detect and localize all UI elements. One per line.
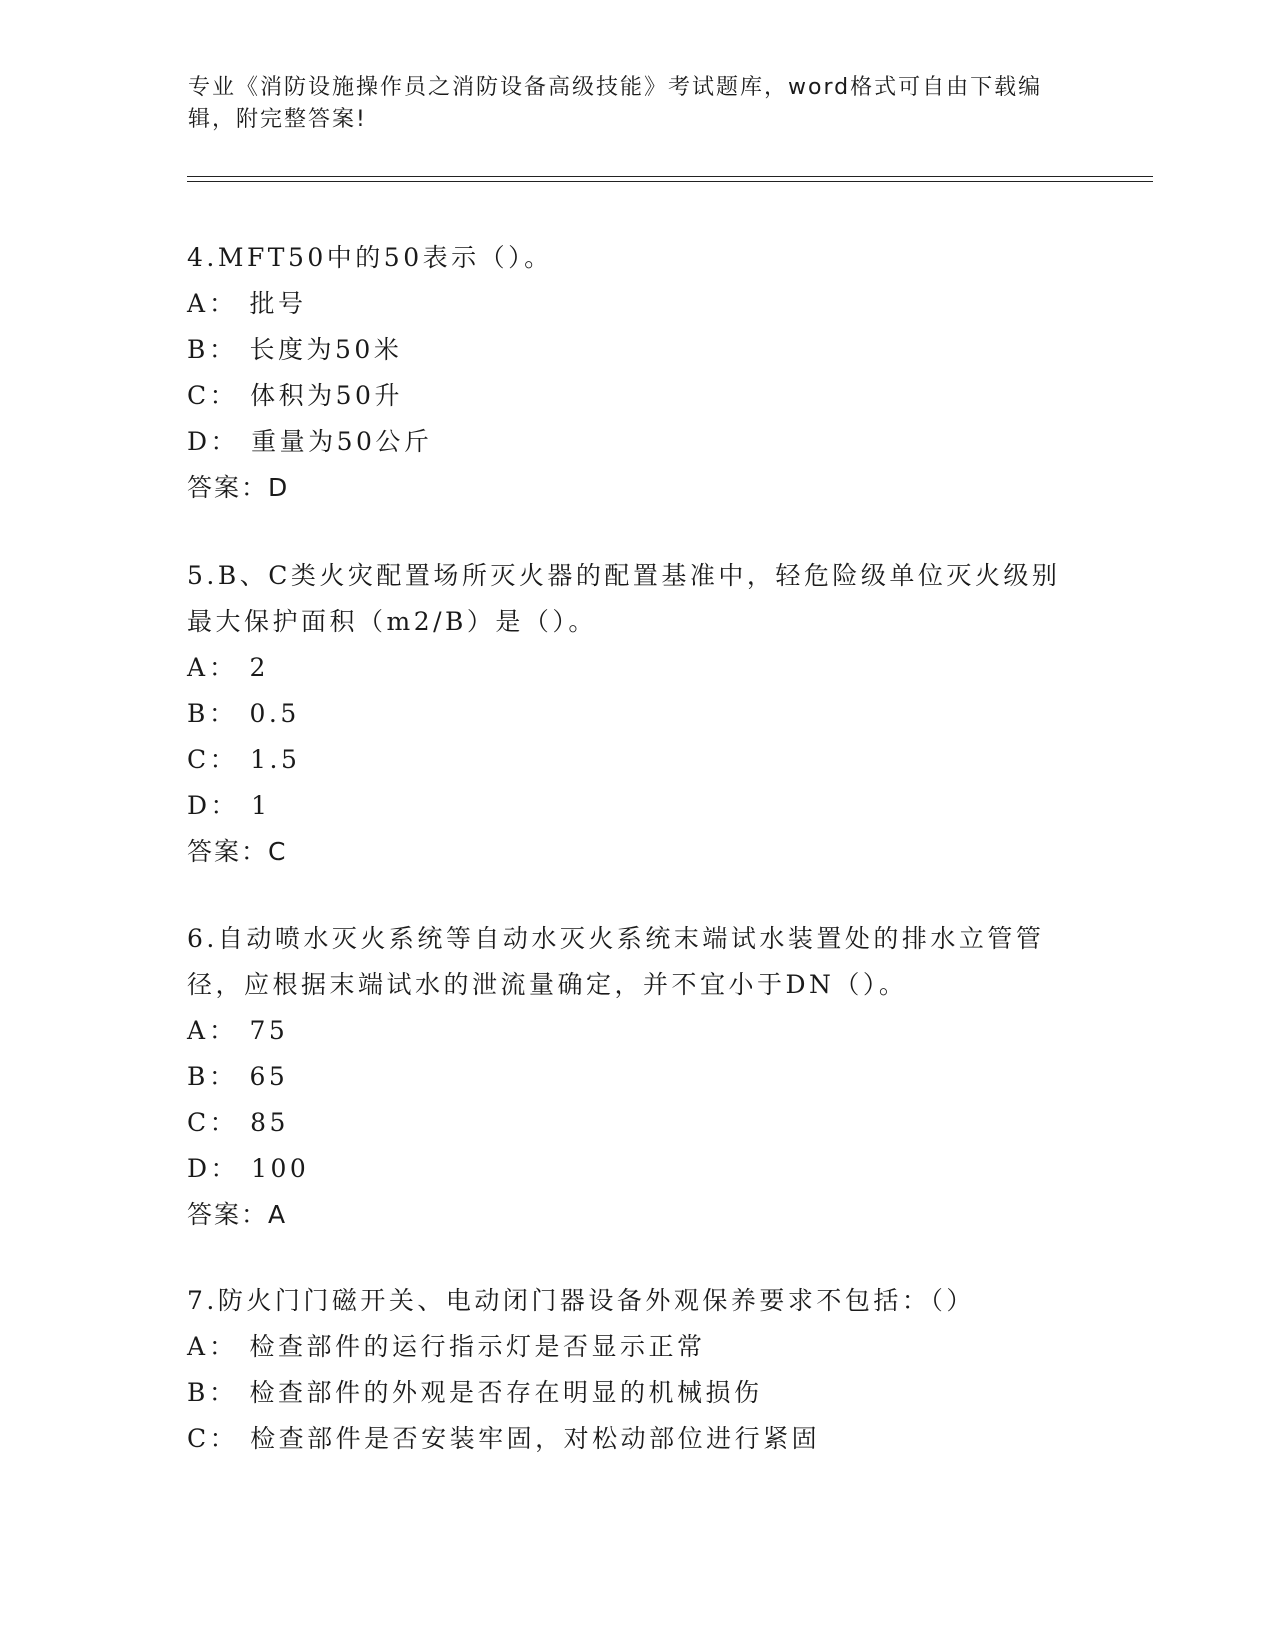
question-stem: 4.MFT50中的50表示（）。 xyxy=(187,243,553,272)
option-c xyxy=(187,1416,1087,1462)
option-letter: D xyxy=(187,1154,211,1183)
option-a xyxy=(187,1008,1087,1054)
option-letter: A xyxy=(187,1332,209,1361)
option-text: 85 xyxy=(250,1108,289,1137)
option-text: 75 xyxy=(249,1016,289,1045)
option-letter: C xyxy=(187,745,210,774)
option-text: 1 xyxy=(251,791,271,820)
question-7 xyxy=(187,1278,1087,1462)
header-divider-bottom xyxy=(187,181,1153,182)
option-text: 检查部件的外观是否存在明显的机械损伤 xyxy=(249,1378,763,1407)
option-letter: C xyxy=(187,381,210,410)
answer-label: 答案：C xyxy=(187,837,288,866)
question-stem: 7.防火门门磁开关、电动闭门器设备外观保养要求不包括：（） xyxy=(187,1286,975,1315)
option-text: 2 xyxy=(249,653,269,682)
option-text: 检查部件是否安装牢固，对松动部位进行紧固 xyxy=(250,1424,821,1453)
option-letter: B xyxy=(187,1062,209,1091)
option-c xyxy=(187,1100,1087,1146)
option-c xyxy=(187,373,1087,419)
option-text: 1.5 xyxy=(250,745,301,774)
option-separator: ： xyxy=(209,381,239,410)
option-separator: ： xyxy=(209,699,238,728)
option-b xyxy=(187,327,1087,373)
option-separator: ： xyxy=(209,1062,238,1091)
answer-label: 答案：D xyxy=(187,473,290,502)
option-text: 0.5 xyxy=(249,699,300,728)
option-text: 批号 xyxy=(249,289,307,318)
option-separator: ： xyxy=(209,653,238,682)
option-letter: B xyxy=(187,1378,209,1407)
option-letter: C xyxy=(187,1424,210,1453)
option-separator: ： xyxy=(209,1016,238,1045)
option-text: 重量为50公斤 xyxy=(251,427,433,456)
option-letter: B xyxy=(187,699,209,728)
option-letter: C xyxy=(187,1108,210,1137)
option-text: 100 xyxy=(251,1154,310,1183)
option-separator: ： xyxy=(210,1154,240,1183)
option-separator: ： xyxy=(210,427,240,456)
option-separator: ： xyxy=(209,1108,239,1137)
question-4 xyxy=(187,235,1087,511)
option-separator: ： xyxy=(209,1424,239,1453)
option-separator: ： xyxy=(209,1378,238,1407)
option-b xyxy=(187,691,1087,737)
option-separator: ： xyxy=(209,289,238,318)
option-letter: D xyxy=(187,427,211,456)
option-b xyxy=(187,1054,1087,1100)
option-text: 65 xyxy=(249,1062,289,1091)
option-separator: ： xyxy=(210,791,240,820)
header-intro: 专业《消防设施操作员之消防设备高级技能》考试题库，word格式可自由下载编辑，附完整答案! xyxy=(188,75,1043,132)
option-text: 长度为50米 xyxy=(249,335,403,364)
option-letter: A xyxy=(187,1016,209,1045)
option-a xyxy=(187,1324,1087,1370)
option-letter: D xyxy=(187,791,211,820)
question-stem: 6.自动喷水灭火系统等自动水灭火系统末端试水装置处的排水立管管径，应根据末端试水的泄流量确定，并不宜小于DN（）。 xyxy=(187,924,1045,999)
option-d xyxy=(187,783,1087,829)
option-letter: A xyxy=(187,289,209,318)
option-b xyxy=(187,1370,1087,1416)
option-a xyxy=(187,645,1087,691)
option-text: 检查部件的运行指示灯是否显示正常 xyxy=(249,1332,706,1361)
question-stem: 5.B、C类火灾配置场所灭火器的配置基准中，轻危险级单位灭火级别最大保护面积（m2/B）是（）。 xyxy=(187,561,1061,636)
option-separator: ： xyxy=(209,1332,238,1361)
option-letter: B xyxy=(187,335,209,364)
option-c xyxy=(187,737,1087,783)
question-6 xyxy=(187,916,1087,1238)
option-a xyxy=(187,281,1087,327)
option-d xyxy=(187,1146,1087,1192)
header-divider-top xyxy=(187,176,1153,177)
option-letter: A xyxy=(187,653,209,682)
answer-label: 答案：A xyxy=(187,1200,288,1229)
question-5 xyxy=(187,553,1087,875)
option-separator: ： xyxy=(209,335,238,364)
option-separator: ： xyxy=(209,745,239,774)
option-d xyxy=(187,419,1087,465)
option-text: 体积为50升 xyxy=(250,381,403,410)
